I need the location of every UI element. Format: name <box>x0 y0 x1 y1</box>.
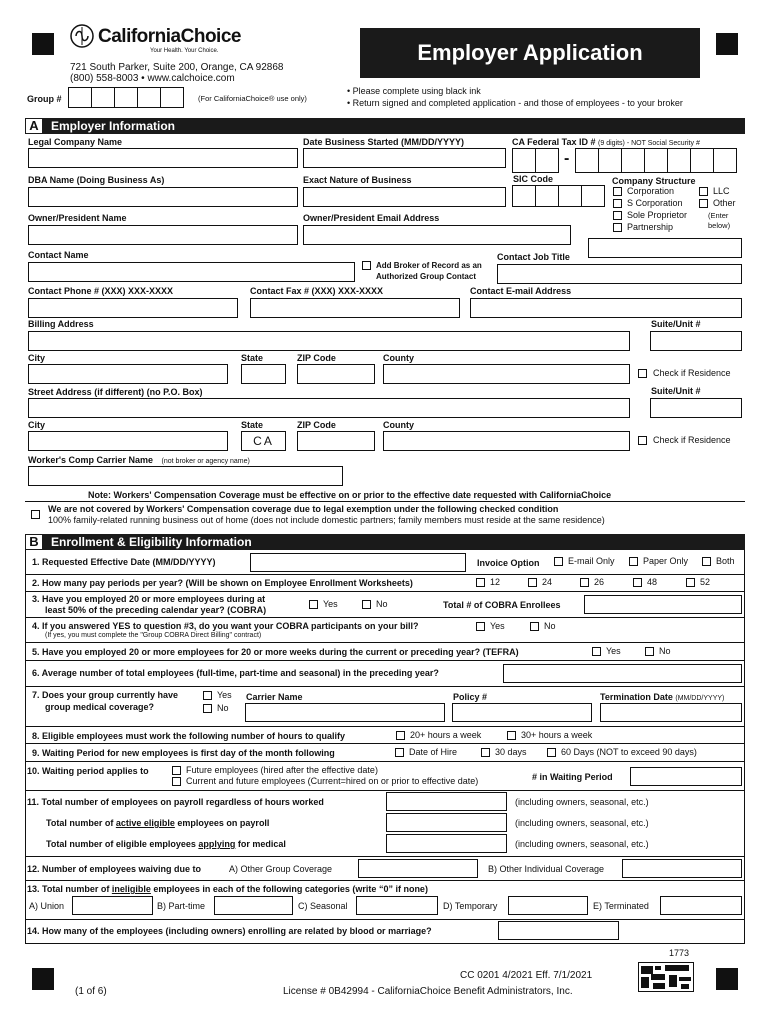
current-future-label: Current and future employees (Current=hired on or prior to effective date) <box>186 776 479 786</box>
instruction-1: • Please complete using black ink <box>347 86 481 96</box>
county-input-2[interactable] <box>383 431 630 451</box>
divider <box>25 574 745 575</box>
union-label: A) Union <box>29 901 65 911</box>
q11c-label: Total number of eligible employees applying for medical <box>46 839 286 849</box>
structure-title: Company Structure <box>612 176 696 186</box>
corporation-label: Corporation <box>627 186 675 196</box>
wait-hire-label: Date of Hire <box>409 747 458 757</box>
q11-label: 11. Total number of employees on payroll regardless of hours worked <box>27 797 324 807</box>
form-version: CC 0201 4/2021 Eff. 7/1/2021 <box>460 970 593 981</box>
logo <box>70 24 280 58</box>
wait-30-label: 30 days <box>495 747 527 757</box>
q11c-including: (including owners, seasonal, etc.) <box>515 839 649 849</box>
owner-email-label: Owner/President Email Address <box>303 213 440 223</box>
q12-label: 12. Number of employees waiving due to <box>27 864 202 874</box>
zip-label: ZIP Code <box>297 353 336 363</box>
divider <box>25 686 745 687</box>
barcode-icon <box>639 963 693 991</box>
divider <box>25 617 745 618</box>
contact-name-label: Contact Name <box>28 250 89 260</box>
license: License # 0B42994 - CaliforniaChoice Benefit Administrators, Inc. <box>283 986 573 997</box>
s-corporation-label: S Corporation <box>627 198 683 208</box>
other-individual-input[interactable] <box>622 859 742 878</box>
section-letter: A <box>26 119 42 133</box>
q12-a-label: A) Other Group Coverage <box>229 864 333 874</box>
coverage-no-label: No <box>217 703 229 713</box>
pay-24-checkbox[interactable] <box>528 578 537 587</box>
hours-20-checkbox[interactable] <box>396 731 405 740</box>
partnership-checkbox[interactable] <box>613 223 622 232</box>
sole-proprietor-label: Sole Proprietor <box>627 210 688 220</box>
policy-label: Policy # <box>453 692 488 702</box>
cobra-bill-no-label: No <box>544 621 556 631</box>
pay-48-label: 48 <box>647 577 658 587</box>
pay-52-label: 52 <box>700 577 711 587</box>
street-address-input[interactable] <box>28 398 630 418</box>
nature-input[interactable] <box>303 187 506 207</box>
divider <box>25 880 745 881</box>
city-input[interactable] <box>28 364 228 384</box>
dba-name-label: DBA Name (Doing Business As) <box>28 175 165 185</box>
owner-name-input[interactable] <box>28 225 298 245</box>
q11b-label: Total number of active eligible employees on payroll <box>46 818 270 828</box>
cobra-yes-label: Yes <box>323 599 338 609</box>
waiting-period-input[interactable] <box>630 767 742 786</box>
divider <box>25 642 745 643</box>
llc-label: LLC <box>713 186 730 196</box>
billing-address-input[interactable] <box>28 331 630 351</box>
contact-fax-label: Contact Fax # (XXX) XXX-XXXX <box>250 286 384 296</box>
broker-contact-checkbox[interactable] <box>362 261 371 270</box>
section-b-right-border <box>744 550 745 944</box>
county-input[interactable] <box>383 364 630 384</box>
divider <box>25 943 745 944</box>
logo-tagline: Your Health. Your Choice. <box>150 48 219 54</box>
effective-date-input[interactable] <box>250 553 466 572</box>
barcode <box>638 962 694 992</box>
section-b-header <box>25 534 745 550</box>
street-address-label: Street Address (if different) (no P.O. Box) <box>28 387 203 397</box>
group-label: Group # <box>27 94 62 104</box>
tax-id-input-b[interactable] <box>575 148 736 173</box>
wait-60-label: 60 Days (NOT to exceed 90 days) <box>561 747 697 757</box>
section-b-left-border <box>25 550 26 944</box>
tefra-yes-label: Yes <box>606 646 621 656</box>
other-group-input[interactable] <box>358 859 478 878</box>
current-future-checkbox[interactable] <box>172 777 181 786</box>
cobra-no-checkbox[interactable] <box>362 600 371 609</box>
sic-label: SIC Code <box>513 174 554 184</box>
group-note: (For CaliforniaChoice® use only) <box>198 94 307 103</box>
cobra-bill-no-checkbox[interactable] <box>530 622 539 631</box>
state-input-2[interactable]: CA <box>241 431 286 451</box>
s-corporation-checkbox[interactable] <box>613 199 622 208</box>
q4-label: 4. If you answered YES to question #3, do you want your COBRA participants on your bill? <box>32 621 419 631</box>
instruction-2: • Return signed and completed application - and those of employees - to your broker <box>347 98 683 108</box>
q2-label: 2. How many pay periods per year? (Will be shown on Employee Enrollment Worksheets) <box>32 578 413 588</box>
city-input-2[interactable] <box>28 431 228 451</box>
cobra-yes-checkbox[interactable] <box>309 600 318 609</box>
pay-26-checkbox[interactable] <box>580 578 589 587</box>
state-label-2: State <box>241 420 264 430</box>
date-started-input[interactable] <box>303 148 506 168</box>
form-number: 1773 <box>669 948 690 958</box>
street-suite-input[interactable] <box>650 398 742 418</box>
zip-label-2: ZIP Code <box>297 420 336 430</box>
sole-proprietor-checkbox[interactable] <box>613 211 622 220</box>
registration-mark <box>32 968 54 990</box>
q7-label-a: 7. Does your group currently have <box>32 690 179 700</box>
q11b-including: (including owners, seasonal, etc.) <box>515 818 649 828</box>
q3-label-b: least 50% of the preceding calendar year? (COBRA) <box>45 605 267 615</box>
invoice-paper-checkbox[interactable] <box>629 557 638 566</box>
other-label: Other <box>713 198 736 208</box>
suite-label: Suite/Unit # <box>651 319 701 329</box>
legal-name-input[interactable] <box>28 148 298 168</box>
divider <box>25 856 745 857</box>
cobra-no-label: No <box>376 599 388 609</box>
q7-label-b: group medical coverage? <box>45 702 155 712</box>
contact-phone-label: Contact Phone # (XXX) XXX-XXXX <box>28 286 174 296</box>
broker-contact-label: Add Broker of Record as an Authorized Group Contact <box>376 261 482 281</box>
city-label-2: City <box>28 420 46 430</box>
wait-60-checkbox[interactable] <box>547 748 556 757</box>
termination-label: Termination Date (MM/DD/YYYY) <box>600 692 725 702</box>
billing-address-label: Billing Address <box>28 319 94 329</box>
divider <box>25 919 745 920</box>
city-label: City <box>28 353 46 363</box>
q12-b-label: B) Other Individual Coverage <box>488 864 605 874</box>
pay-48-checkbox[interactable] <box>633 578 642 587</box>
future-employees-checkbox[interactable] <box>172 766 181 775</box>
invoice-paper-label: Paper Only <box>643 556 689 566</box>
contact-title-label: Contact Job Title <box>497 252 570 262</box>
contact-fax-input[interactable] <box>250 298 460 318</box>
tefra-no-checkbox[interactable] <box>645 647 654 656</box>
avg-employees-input[interactable] <box>503 664 742 683</box>
owner-email-input[interactable] <box>303 225 571 245</box>
residence-checkbox[interactable] <box>638 369 647 378</box>
state-input[interactable] <box>241 364 286 384</box>
company-contact: (800) 558-8003 • www.calchoice.com <box>70 73 235 84</box>
q13-label: 13. Total number of ineligible employees in each of the following categories (write “0” if none) <box>27 884 428 894</box>
hours-30-label: 30+ hours a week <box>521 730 593 740</box>
q9-label: 9. Waiting Period for new employees is first day of the month following <box>32 748 335 758</box>
wait-hire-checkbox[interactable] <box>395 748 404 757</box>
invoice-email-label: E-mail Only <box>568 556 615 566</box>
contact-email-label: Contact E-mail Address <box>470 286 572 296</box>
llc-checkbox[interactable] <box>699 187 708 196</box>
q10-label: 10. Waiting period applies to <box>27 766 149 776</box>
dba-name-input[interactable] <box>28 187 298 207</box>
registration-mark <box>716 968 738 990</box>
invoice-both-label: Both <box>716 556 735 566</box>
suite-label-2: Suite/Unit # <box>651 386 701 396</box>
policy-input[interactable] <box>452 703 592 722</box>
termination-input[interactable] <box>600 703 742 722</box>
temporary-input[interactable] <box>508 896 588 915</box>
divider <box>25 591 745 592</box>
divider <box>25 726 745 727</box>
terminated-label: E) Terminated <box>593 901 649 911</box>
pay-52-checkbox[interactable] <box>686 578 695 587</box>
q11-including: (including owners, seasonal, etc.) <box>515 797 649 807</box>
q4-note: (If yes, you must complete the "Group COBRA Direct Billing" contract) <box>45 632 262 639</box>
wc-exempt-condition: 100% family-related running business out of home (does not include domestic partners; family members must reside at the same residence) <box>48 515 605 525</box>
zip-input[interactable] <box>297 364 375 384</box>
hours-20-label: 20+ hours a week <box>410 730 482 740</box>
carrier-name-input[interactable] <box>245 703 445 722</box>
nature-label: Exact Nature of Business <box>303 175 412 185</box>
coverage-yes-label: Yes <box>217 690 232 700</box>
hours-30-checkbox[interactable] <box>507 731 516 740</box>
pay-12-label: 12 <box>490 577 501 587</box>
q5-label: 5. Have you employed 20 or more employees for 20 or more weeks during the current or preceding year? (TEFRA) <box>32 647 519 657</box>
logo-mark-icon <box>70 24 94 48</box>
q1-label: 1. Requested Effective Date (MM/DD/YYYY) <box>32 557 216 567</box>
section-title: Employer Information <box>51 119 176 133</box>
page-number: (1 of 6) <box>75 986 107 997</box>
contact-name-input[interactable] <box>28 262 355 282</box>
county-label: County <box>383 353 414 363</box>
seasonal-input[interactable] <box>356 896 438 915</box>
residence-checkbox-2[interactable] <box>638 436 647 445</box>
section-a-header <box>25 118 745 134</box>
residence-label: Check if Residence <box>653 368 731 378</box>
q14-label: 14. How many of the employees (including owners) enrolling are related by blood or marriage? <box>27 926 432 936</box>
other-checkbox[interactable] <box>699 199 708 208</box>
pay-24-label: 24 <box>542 577 553 587</box>
county-label-2: County <box>383 420 414 430</box>
terminated-input[interactable] <box>660 896 742 915</box>
wc-carrier-input[interactable] <box>28 466 343 486</box>
pay-12-checkbox[interactable] <box>476 578 485 587</box>
part-time-input[interactable] <box>214 896 293 915</box>
zip-input-2[interactable] <box>297 431 375 451</box>
future-employees-label: Future employees (hired after the effective date) <box>186 765 378 775</box>
active-eligible-input[interactable] <box>386 813 507 832</box>
q8-label: 8. Eligible employees must work the following number of hours to qualify <box>32 731 346 741</box>
sic-input[interactable] <box>512 185 604 207</box>
state-label: State <box>241 353 264 363</box>
union-input[interactable] <box>72 896 153 915</box>
applying-input[interactable] <box>386 834 507 853</box>
coverage-no-checkbox[interactable] <box>203 704 212 713</box>
tefra-no-label: No <box>659 646 671 656</box>
legal-name-label: Legal Company Name <box>28 137 123 147</box>
structure-other-input[interactable] <box>588 238 742 258</box>
wc-carrier-label: Worker's Comp Carrier Name (not broker or agency name) <box>28 455 250 465</box>
waiting-period-label: # in Waiting Period <box>532 772 613 782</box>
suite-input[interactable] <box>650 331 742 351</box>
tefra-yes-checkbox[interactable] <box>592 647 601 656</box>
structure-enter-note: (Enter below) <box>708 211 731 230</box>
cobra-total-label: Total # of COBRA Enrollees <box>443 600 561 610</box>
registration-mark <box>32 33 54 55</box>
seasonal-label: C) Seasonal <box>298 901 348 911</box>
q3-label-a: 3. Have you employed 20 or more employees during at <box>32 594 266 604</box>
cobra-total-input[interactable] <box>584 595 742 614</box>
registration-mark <box>716 33 738 55</box>
wc-exempt-checkbox[interactable] <box>31 510 40 519</box>
invoice-label: Invoice Option <box>477 558 540 568</box>
contact-phone-input[interactable] <box>28 298 238 318</box>
section-title: Enrollment & Eligibility Information <box>51 535 252 549</box>
invoice-both-checkbox[interactable] <box>702 557 711 566</box>
form-title: Employer Application <box>360 28 700 78</box>
corporation-checkbox[interactable] <box>613 187 622 196</box>
company-address: 721 South Parker, Suite 200, Orange, CA 92868 <box>70 62 284 73</box>
tax-id-dash: - <box>564 150 570 167</box>
wait-30-checkbox[interactable] <box>481 748 490 757</box>
tax-id-label: CA Federal Tax ID # (9 digits) - NOT Social Security # <box>512 137 700 147</box>
carrier-name-label: Carrier Name <box>246 692 303 702</box>
divider <box>25 761 745 762</box>
cobra-bill-yes-label: Yes <box>490 621 505 631</box>
coverage-yes-checkbox[interactable] <box>203 691 212 700</box>
wc-exempt-text: We are not covered by Workers' Compensation coverage due to legal exemption under the following checked condition <box>48 504 559 514</box>
temporary-label: D) Temporary <box>443 901 498 911</box>
q6-label: 6. Average number of total employees (full-time, part-time and seasonal) in the preceding year? <box>32 668 439 678</box>
owner-name-label: Owner/President Name <box>28 213 127 223</box>
date-started-label: Date Business Started (MM/DD/YYYY) <box>303 137 465 147</box>
total-payroll-input[interactable] <box>386 792 507 811</box>
contact-title-input[interactable] <box>497 264 742 284</box>
divider <box>25 501 745 502</box>
residence-label-2: Check if Residence <box>653 435 731 445</box>
contact-email-input[interactable] <box>470 298 742 318</box>
divider <box>25 790 745 791</box>
invoice-email-checkbox[interactable] <box>554 557 563 566</box>
divider <box>25 660 745 661</box>
pay-26-label: 26 <box>594 577 605 587</box>
logo-text: CaliforniaChoice <box>98 26 241 47</box>
tax-id-input-a[interactable] <box>512 148 558 173</box>
group-number-field[interactable] <box>68 87 183 108</box>
related-input[interactable] <box>498 921 619 940</box>
divider <box>25 743 745 744</box>
wc-notice: Note: Workers' Compensation Coverage must be effective on or prior to the effective date requested with CaliforniaChoice <box>88 490 612 500</box>
cobra-bill-yes-checkbox[interactable] <box>476 622 485 631</box>
part-time-label: B) Part-time <box>157 901 206 911</box>
partnership-label: Partnership <box>627 222 674 232</box>
section-letter: B <box>26 535 42 549</box>
